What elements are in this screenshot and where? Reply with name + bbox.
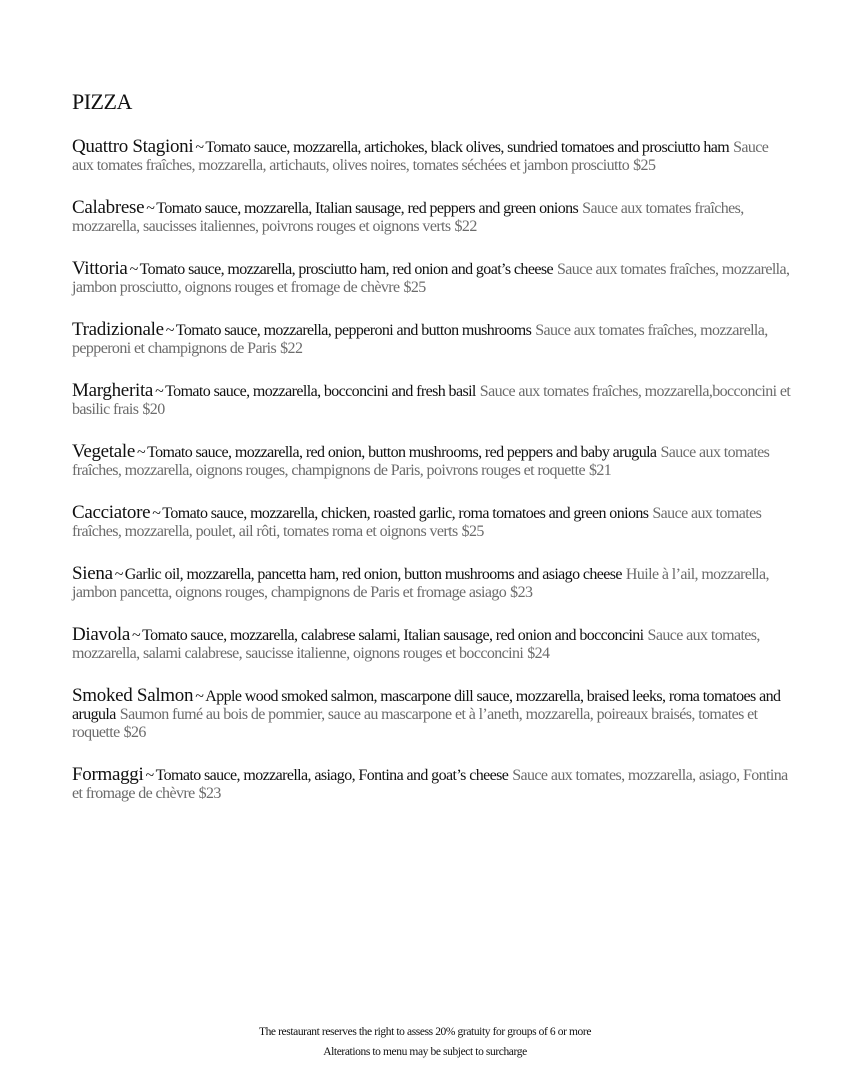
item-description-en: Tomato sauce, mozzarella, asiago, Fontina and goat’s cheese xyxy=(155,767,509,784)
item-separator: ~ xyxy=(165,322,174,339)
item-description-en: Tomato sauce, mozzarella, chicken, roasted garlic, roma tomatoes and green onions xyxy=(162,505,649,522)
menu-item-siena xyxy=(72,565,792,602)
menu-item-margherita xyxy=(72,382,792,419)
menu-item-calabrese xyxy=(72,199,792,236)
item-name: Smoked Salmon xyxy=(72,685,194,706)
item-price: $24 xyxy=(527,645,550,662)
item-separator: ~ xyxy=(145,767,154,784)
menu-item-vittoria xyxy=(72,260,792,297)
item-price: $26 xyxy=(123,724,146,741)
menu-item-tradizionale xyxy=(72,321,792,358)
menu-item-smoked-salmon xyxy=(72,687,792,742)
item-description-fr: Sauce aux tomates fraîches, mozzarella, pepperoni et champignons de Paris xyxy=(72,322,768,357)
item-price: $20 xyxy=(142,401,165,418)
item-description-fr: Sauce aux tomates, mozzarella, salami calabrese, saucisse italienne, oignons rouges et bocconcini xyxy=(72,627,760,662)
item-price: $25 xyxy=(403,279,426,296)
item-separator: ~ xyxy=(114,566,123,583)
item-price: $22 xyxy=(454,218,477,235)
item-description-en: Garlic oil, mozzarella, pancetta ham, red onion, button mushrooms and asiago cheese xyxy=(124,566,622,583)
item-separator: ~ xyxy=(129,261,138,278)
item-name: Calabrese xyxy=(72,197,145,218)
item-description-fr: Sauce aux tomates fraîches, mozzarella, artichauts, olives noires, tomates séchées et jambon prosciutto xyxy=(72,139,769,174)
menu-item-diavola xyxy=(72,626,792,663)
item-description-fr: Sauce aux tomates fraîches, mozzarella,bocconcini et basilic frais xyxy=(72,383,791,418)
item-price: $21 xyxy=(588,462,612,479)
item-description-en: Tomato sauce, mozzarella, prosciutto ham, red onion and goat’s cheese xyxy=(139,261,553,278)
item-separator: ~ xyxy=(152,505,161,522)
item-description-en: Apple wood smoked salmon, mascarpone dill sauce, mozzarella, braised leeks, roma tomatoes and arugula xyxy=(72,688,781,723)
item-separator: ~ xyxy=(155,383,164,400)
item-name: Vittoria xyxy=(72,258,128,279)
item-description-en: Tomato sauce, mozzarella, red onion, button mushrooms, red peppers and baby arugula xyxy=(147,444,657,461)
item-name: Vegetale xyxy=(72,441,136,462)
item-description-fr: Sauce aux tomates, mozzarella, asiago, Fontina et fromage de chèvre xyxy=(72,767,788,802)
menu-item-cacciatore xyxy=(72,504,792,541)
item-name: Formaggi xyxy=(72,764,144,785)
section-title: PIZZA xyxy=(72,89,132,114)
item-price: $25 xyxy=(633,157,656,174)
item-description-en: Tomato sauce, mozzarella, bocconcini and fresh basil xyxy=(165,383,476,400)
item-description-fr: Sauce aux tomates fraîches, mozzarella, jambon prosciutto, oignons rouges et fromage de chèvre xyxy=(72,261,790,296)
item-price: $22 xyxy=(280,340,303,357)
item-separator: ~ xyxy=(146,200,155,217)
item-price: $23 xyxy=(510,584,533,601)
item-description-en: Tomato sauce, mozzarella, Italian sausage, red peppers and green onions xyxy=(156,200,579,217)
footer-notes xyxy=(0,1022,850,1062)
item-name: Cacciatore xyxy=(72,502,151,523)
item-description-fr: Saumon fumé au bois de pommier, sauce au mascarpone et à l’aneth, mozzarella, poireaux braisés, tomates et roquette xyxy=(72,706,758,741)
item-name: Diavola xyxy=(72,624,131,645)
item-description-fr: Sauce aux tomates fraîches, mozzarella, saucisses italiennes, poivrons rouges et oignons verts xyxy=(72,200,744,235)
item-description-fr: Sauce aux tomates fraîches, mozzarella, oignons rouges, champignons de Paris, poivrons rouges et roquette xyxy=(72,444,770,479)
footer-gratuity-note: The restaurant reserves the right to assess 20% gratuity for groups of 6 or more xyxy=(258,1026,592,1038)
item-description-fr: Huile à l’ail, mozzarella, jambon pancetta, oignons rouges, champignons de Paris et fromage asiago xyxy=(72,566,769,601)
item-separator: ~ xyxy=(195,139,204,156)
item-name: Quattro Stagioni xyxy=(72,136,194,157)
item-name: Siena xyxy=(72,563,113,584)
item-description-en: Tomato sauce, mozzarella, calabrese salami, Italian sausage, red onion and bocconcini xyxy=(142,627,644,644)
menu-page xyxy=(72,88,792,827)
item-price: $25 xyxy=(461,523,484,540)
item-price: $23 xyxy=(198,785,221,802)
item-separator: ~ xyxy=(195,688,204,705)
item-description-en: Tomato sauce, mozzarella, artichokes, black olives, sundried tomatoes and prosciutto ham xyxy=(205,139,730,156)
footer-alterations-note: Alterations to menu may be subject to surcharge xyxy=(323,1046,527,1058)
item-description-en: Tomato sauce, mozzarella, pepperoni and button mushrooms xyxy=(175,322,532,339)
item-description-fr: Sauce aux tomates fraîches, mozzarella, poulet, ail rôti, tomates roma et oignons verts xyxy=(72,505,762,540)
item-separator: ~ xyxy=(132,627,141,644)
item-separator: ~ xyxy=(137,444,146,461)
menu-item-formaggi xyxy=(72,766,792,803)
item-name: Margherita xyxy=(72,380,154,401)
item-name: Tradizionale xyxy=(72,319,164,340)
menu-item-vegetale xyxy=(72,443,792,480)
menu-item-quattro-stagioni xyxy=(72,138,792,175)
